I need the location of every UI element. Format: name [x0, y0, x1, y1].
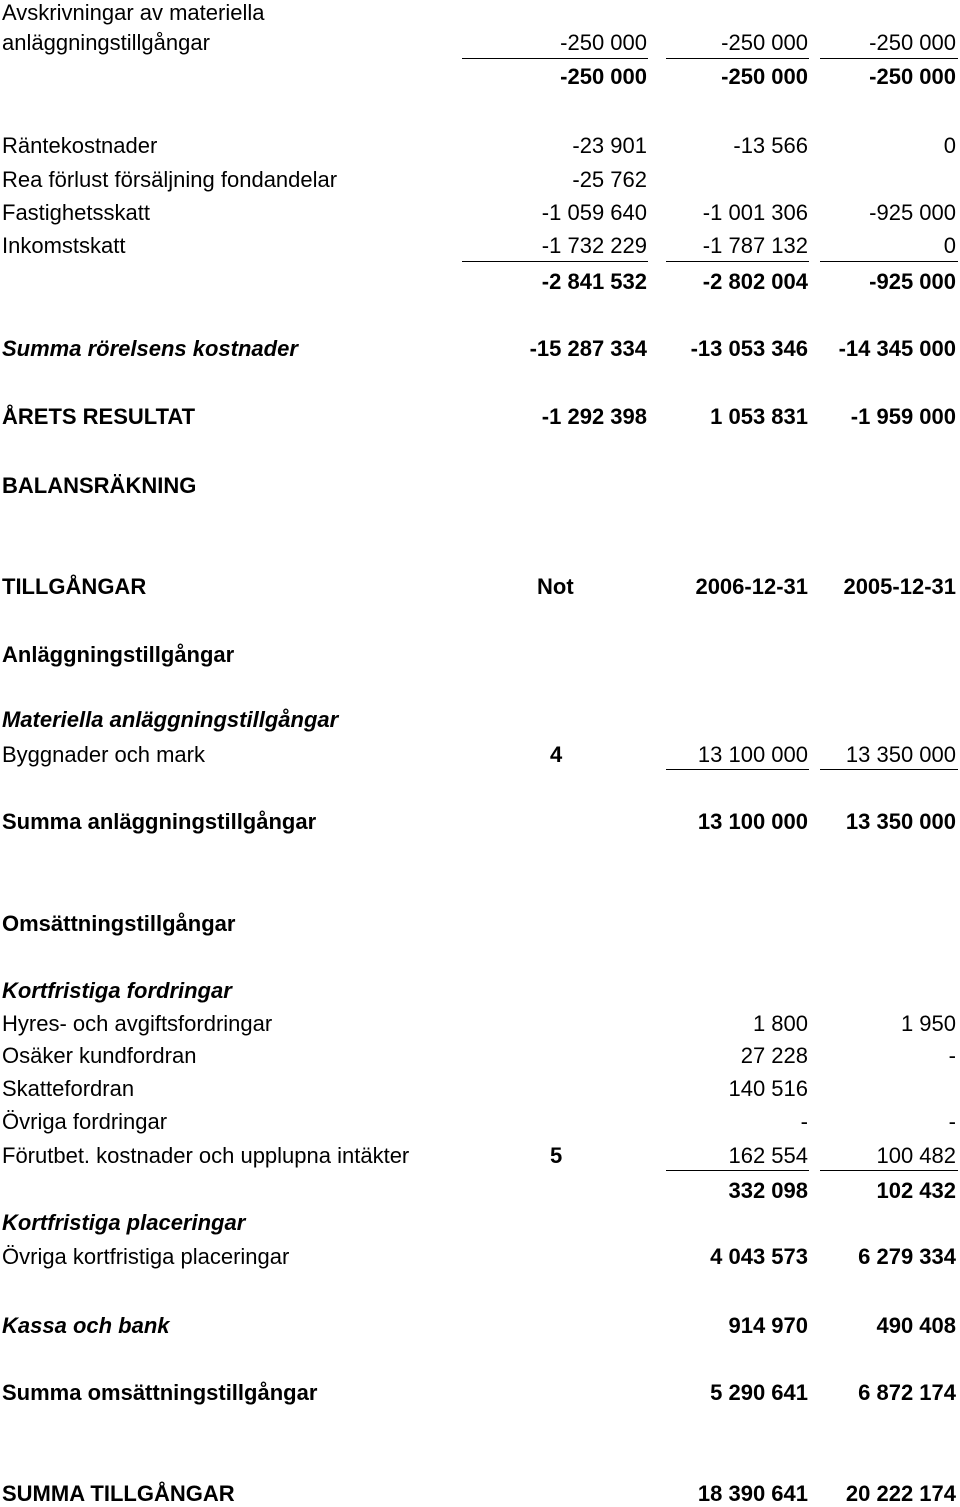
total-costs-col3: -14 345 000 [838, 336, 956, 361]
current-assets-heading: Omsättningstillgångar [2, 911, 236, 936]
buildings-2005: 13 350 000 [845, 742, 956, 767]
receivable-label: Skattefordran [2, 1076, 135, 1101]
receivables-heading: Kortfristiga fordringar [2, 978, 232, 1003]
row-value: -1 059 640 [541, 200, 647, 225]
depreciation-value-col2: -250 000 [721, 30, 808, 55]
receivable-2006: - [800, 1109, 808, 1134]
underline [820, 769, 958, 770]
receivable-2006: 140 516 [728, 1076, 808, 1101]
underline [462, 58, 648, 59]
receivable-2006: 1 800 [752, 1011, 808, 1036]
total-costs-col2: -13 053 346 [690, 336, 808, 361]
underline [820, 58, 958, 59]
investments-2005: 6 279 334 [858, 1244, 956, 1269]
receivables-subtotal-2006: 332 098 [728, 1178, 808, 1203]
costs-subtotal-col1: -2 841 532 [541, 269, 647, 294]
current-total-2006: 5 290 641 [710, 1380, 808, 1405]
assets-heading: TILLGÅNGAR [2, 574, 147, 599]
underline [666, 1170, 809, 1171]
receivable-note: 5 [550, 1143, 563, 1168]
tangible-assets-heading: Materiella anläggningstillgångar [2, 707, 339, 732]
cash-2006: 914 970 [728, 1313, 808, 1338]
underline [462, 261, 648, 262]
row-value: -23 901 [572, 133, 647, 158]
assets-total-label: SUMMA TILLGÅNGAR [2, 1481, 235, 1506]
result-col2: 1 053 831 [710, 404, 808, 429]
result-label: ÅRETS RESULTAT [2, 404, 196, 429]
row-label: Räntekostnader [2, 133, 158, 158]
depreciation-value-col3: -250 000 [869, 30, 956, 55]
cash-2005: 490 408 [876, 1313, 956, 1338]
investments-label: Övriga kortfristiga placeringar [2, 1244, 290, 1269]
row-value: -1 787 132 [702, 233, 808, 258]
row-value: 0 [943, 233, 956, 258]
underline [820, 1170, 958, 1171]
receivable-label: Osäker kundfordran [2, 1043, 197, 1068]
result-col1: -1 292 398 [541, 404, 647, 429]
receivable-2005: 100 482 [876, 1143, 956, 1168]
receivable-2005: - [948, 1109, 956, 1134]
depreciation-label-line2: anläggningstillgångar [2, 30, 210, 55]
receivable-label: Förutbet. kostnader och upplupna intäkter [2, 1143, 410, 1168]
result-col3: -1 959 000 [850, 404, 956, 429]
row-value: -1 001 306 [702, 200, 808, 225]
costs-subtotal-col2: -2 802 004 [702, 269, 808, 294]
row-value: 0 [943, 133, 956, 158]
underline [666, 58, 809, 59]
column-header-2006: 2006-12-31 [695, 574, 808, 599]
depreciation-subtotal-col2: -250 000 [721, 64, 808, 89]
total-costs-col1: -15 287 334 [529, 336, 647, 361]
underline [666, 261, 809, 262]
row-label: Fastighetsskatt [2, 200, 150, 225]
costs-subtotal-col3: -925 000 [869, 269, 956, 294]
fixed-total-2006: 13 100 000 [697, 809, 808, 834]
buildings-note: 4 [550, 742, 563, 767]
investments-2006: 4 043 573 [710, 1244, 808, 1269]
current-total-2005: 6 872 174 [858, 1380, 956, 1405]
receivable-label: Övriga fordringar [2, 1109, 168, 1134]
underline [820, 261, 958, 262]
row-label: Rea förlust försäljning fondandelar [2, 167, 338, 192]
fixed-total-2005: 13 350 000 [845, 809, 956, 834]
row-value: -1 732 229 [541, 233, 647, 258]
receivable-2005: - [948, 1043, 956, 1068]
current-total-label: Summa omsättningstillgångar [2, 1380, 318, 1405]
column-header-2005: 2005-12-31 [843, 574, 956, 599]
assets-total-2005: 20 222 174 [845, 1481, 956, 1506]
row-value: -925 000 [869, 200, 956, 225]
receivable-label: Hyres- och avgiftsfordringar [2, 1011, 273, 1036]
buildings-label: Byggnader och mark [2, 742, 205, 767]
depreciation-subtotal-col3: -250 000 [869, 64, 956, 89]
row-label: Inkomstskatt [2, 233, 126, 258]
depreciation-subtotal-col1: -250 000 [560, 64, 647, 89]
balance-heading: BALANSRÄKNING [2, 473, 197, 498]
underline [666, 769, 809, 770]
assets-total-2006: 18 390 641 [697, 1481, 808, 1506]
fixed-total-label: Summa anläggningstillgångar [2, 809, 317, 834]
depreciation-value-col1: -250 000 [560, 30, 647, 55]
investments-heading: Kortfristiga placeringar [2, 1210, 246, 1235]
receivable-2006: 27 228 [740, 1043, 808, 1068]
cash-label: Kassa och bank [2, 1313, 170, 1338]
receivable-2005: 1 950 [900, 1011, 956, 1036]
depreciation-label-line1: Avskrivningar av materiella [2, 0, 265, 25]
receivables-subtotal-2005: 102 432 [876, 1178, 956, 1203]
receivable-2006: 162 554 [728, 1143, 808, 1168]
row-value: -13 566 [733, 133, 808, 158]
total-costs-label: Summa rörelsens kostnader [2, 336, 298, 361]
fixed-assets-heading: Anläggningstillgångar [2, 642, 235, 667]
note-header: Not [537, 574, 574, 599]
buildings-2006: 13 100 000 [697, 742, 808, 767]
row-value: -25 762 [572, 167, 647, 192]
